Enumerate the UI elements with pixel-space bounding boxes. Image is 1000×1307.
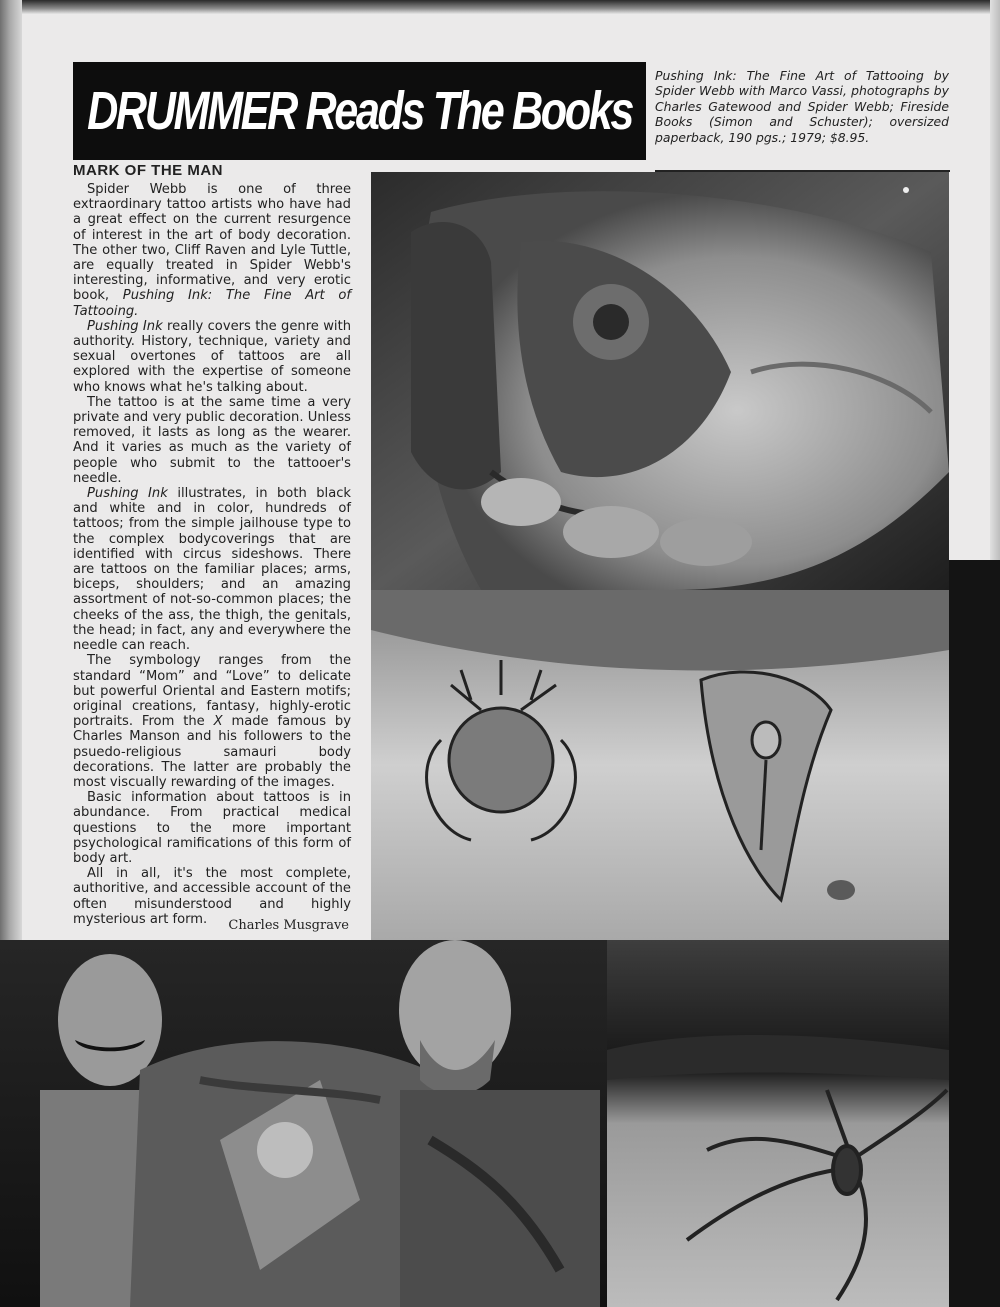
masthead-banner [73,62,646,160]
paragraph-1: Spider Webb is one of three extraordinary tattoo artists who have had a great effect on the current resurgence of interest in the art of body decoration. The other two, Cliff Raven and Lyle Tuttle, are equally treated in Spider Webb's interesting, informative, and very erotic book, Pushing Ink: The Fine Art of Tattooing. [73,182,351,319]
article-byline: Charles Musgrave [228,918,349,933]
photo-tattooed-hand [371,172,949,590]
paragraph-5: The symbology ranges from the standard “Mom” and “Love” to delicate but powerful Oriental and Eastern motifs; original creations, fantasy, highly-erotic portraits. From the X made famous by Charles Manson and his followers to the psuedo-religious samauri body decorations. The latter are probably the most viscually rewarding of the images. [73,653,351,790]
article-headline: MARK OF THE MAN [73,162,223,179]
photo-chest-tattoos [371,590,949,940]
paragraph-7: All in all, it's the most complete, authoritive, and accessible account of the often misunderstood and highly mysterious art form. [73,866,351,927]
book-title-ref: Pushing Ink [87,318,163,334]
page-top-shadow [0,0,1000,14]
photo-three-men [0,940,607,1307]
masthead-title: DRUMMER Reads The Books [87,81,632,141]
paragraph-3: The tattoo is at the same time a very private and very public decoration. Unless removed, it lasts as long as the wearer. And it varies as much as the variety of people who submit to the tattooer's needle. [73,394,351,486]
article-body [73,182,351,927]
paragraph-6: Basic information about tattoos is in abundance. From practical medical questions to the more important psychological ramifications of this form of body art. [73,790,351,866]
x-symbol: X [213,714,223,730]
book-title-ref: Pushing Ink: The Fine Art of Tattooing. [73,288,351,319]
adjacent-page-bleed [949,560,1000,1307]
photo-spider-closeup [607,940,949,1307]
paragraph-2: Pushing Ink really covers the genre with authority. History, technique, variety and sexual overtones of tattoos are all explored with the expertise of someone who knows what he's talking about. [73,318,352,395]
paragraph-4: Pushing Ink illustrates, in both black and white and in color, hundreds of tattoos; from the simple jailhouse type to the complex bodycoverings that are identified with circus sideshows. There are tattoos on the familiar places; arms, biceps, shoulders; and an amazing assortment of not-so-common places; the cheeks of the ass, the thigh, the genitals, the head; in fact, any and everywhere the needle can reach. [73,486,351,654]
book-bibliography: Pushing Ink: The Fine Art of Tattooing by Spider Webb with Marco Vassi, photographs by Charles Gatewood and Spider Webb; Fireside Books (Simon and Schuster); oversized paperback, 190 pgs.; 1979; $8.95. [655,68,949,145]
book-title-ref: Pushing Ink [87,486,168,502]
